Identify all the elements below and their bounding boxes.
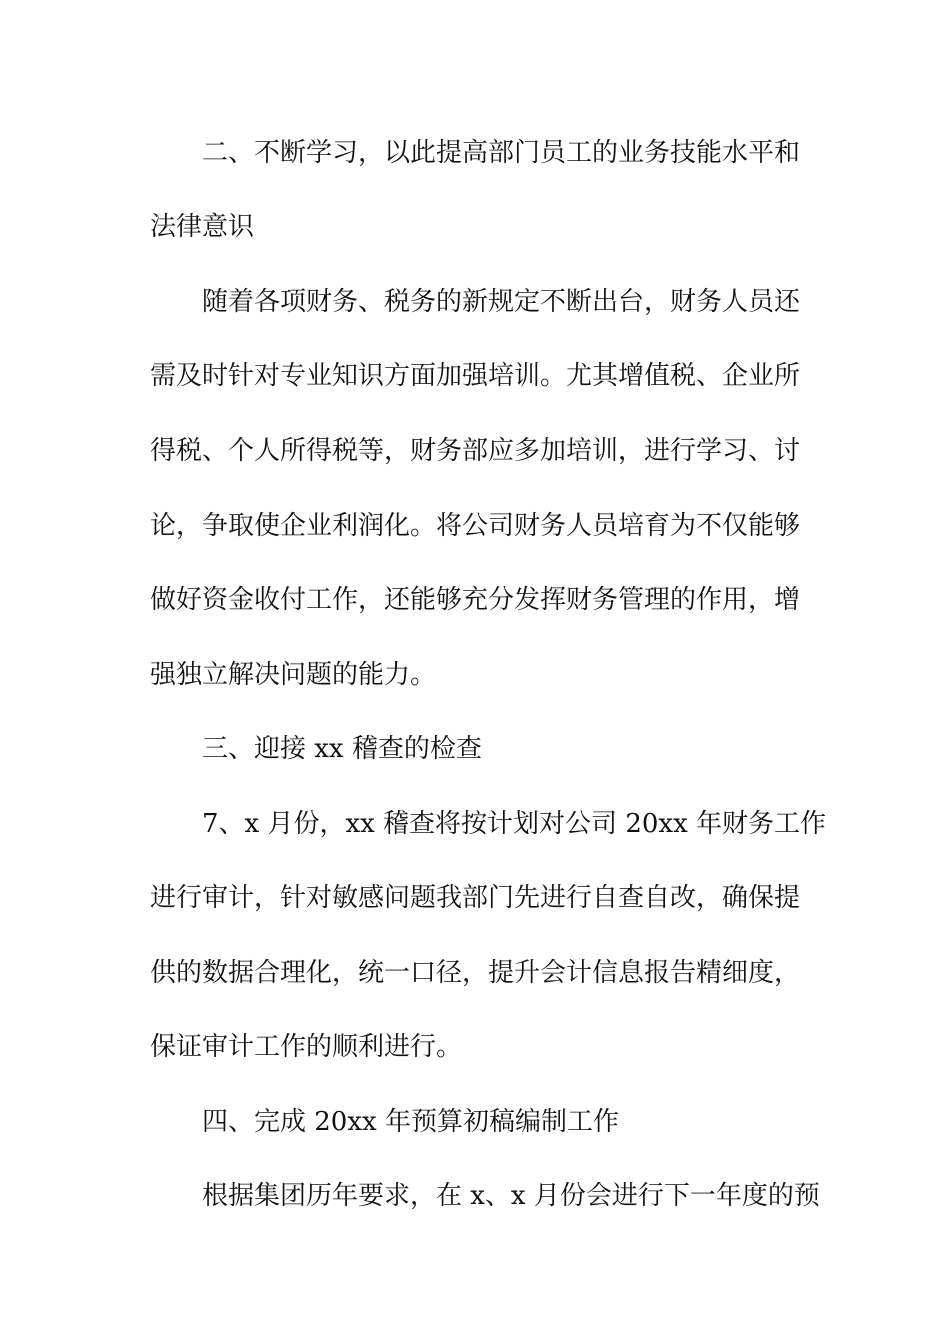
paragraph-line: 保证审计工作的顺利进行。 <box>150 1032 463 1062</box>
paragraph-line: 论，争取使企业利润化。将公司财务人员培育为不仅能够 <box>150 511 801 541</box>
paragraph-line: 得税、个人所得税等，财务部应多加培训，进行学习、讨 <box>150 436 801 466</box>
paragraph-line: 需及时针对专业知识方面加强培训。尤其增值税、企业所 <box>150 361 801 391</box>
heading-section-2-line-2: 法律意识 <box>150 212 255 242</box>
heading-section-4: 四、完成 20xx 年预算初稿编制工作 <box>202 1107 619 1137</box>
paragraph-line: 7、x 月份，xx 稽查将按计划对公司 20xx 年财务工作 <box>202 809 827 839</box>
heading-section-3: 三、迎接 xx 稽查的检查 <box>202 734 482 764</box>
paragraph-line: 进行审计，针对敏感问题我部门先进行自查自改，确保提 <box>150 883 801 913</box>
heading-section-2-line-1: 二、不断学习，以此提高部门员工的业务技能水平和 <box>202 138 801 168</box>
paragraph-line: 做好资金收付工作，还能够充分发挥财务管理的作用，增 <box>150 585 801 615</box>
paragraph-line: 随着各项财务、税务的新规定不断出台，财务人员还 <box>202 287 801 317</box>
paragraph-line: 根据集团历年要求，在 x、x 月份会进行下一年度的预 <box>202 1181 820 1211</box>
paragraph-line: 供的数据合理化，统一口径，提升会计信息报告精细度， <box>150 958 801 988</box>
paragraph-line: 强独立解决问题的能力。 <box>150 660 437 690</box>
